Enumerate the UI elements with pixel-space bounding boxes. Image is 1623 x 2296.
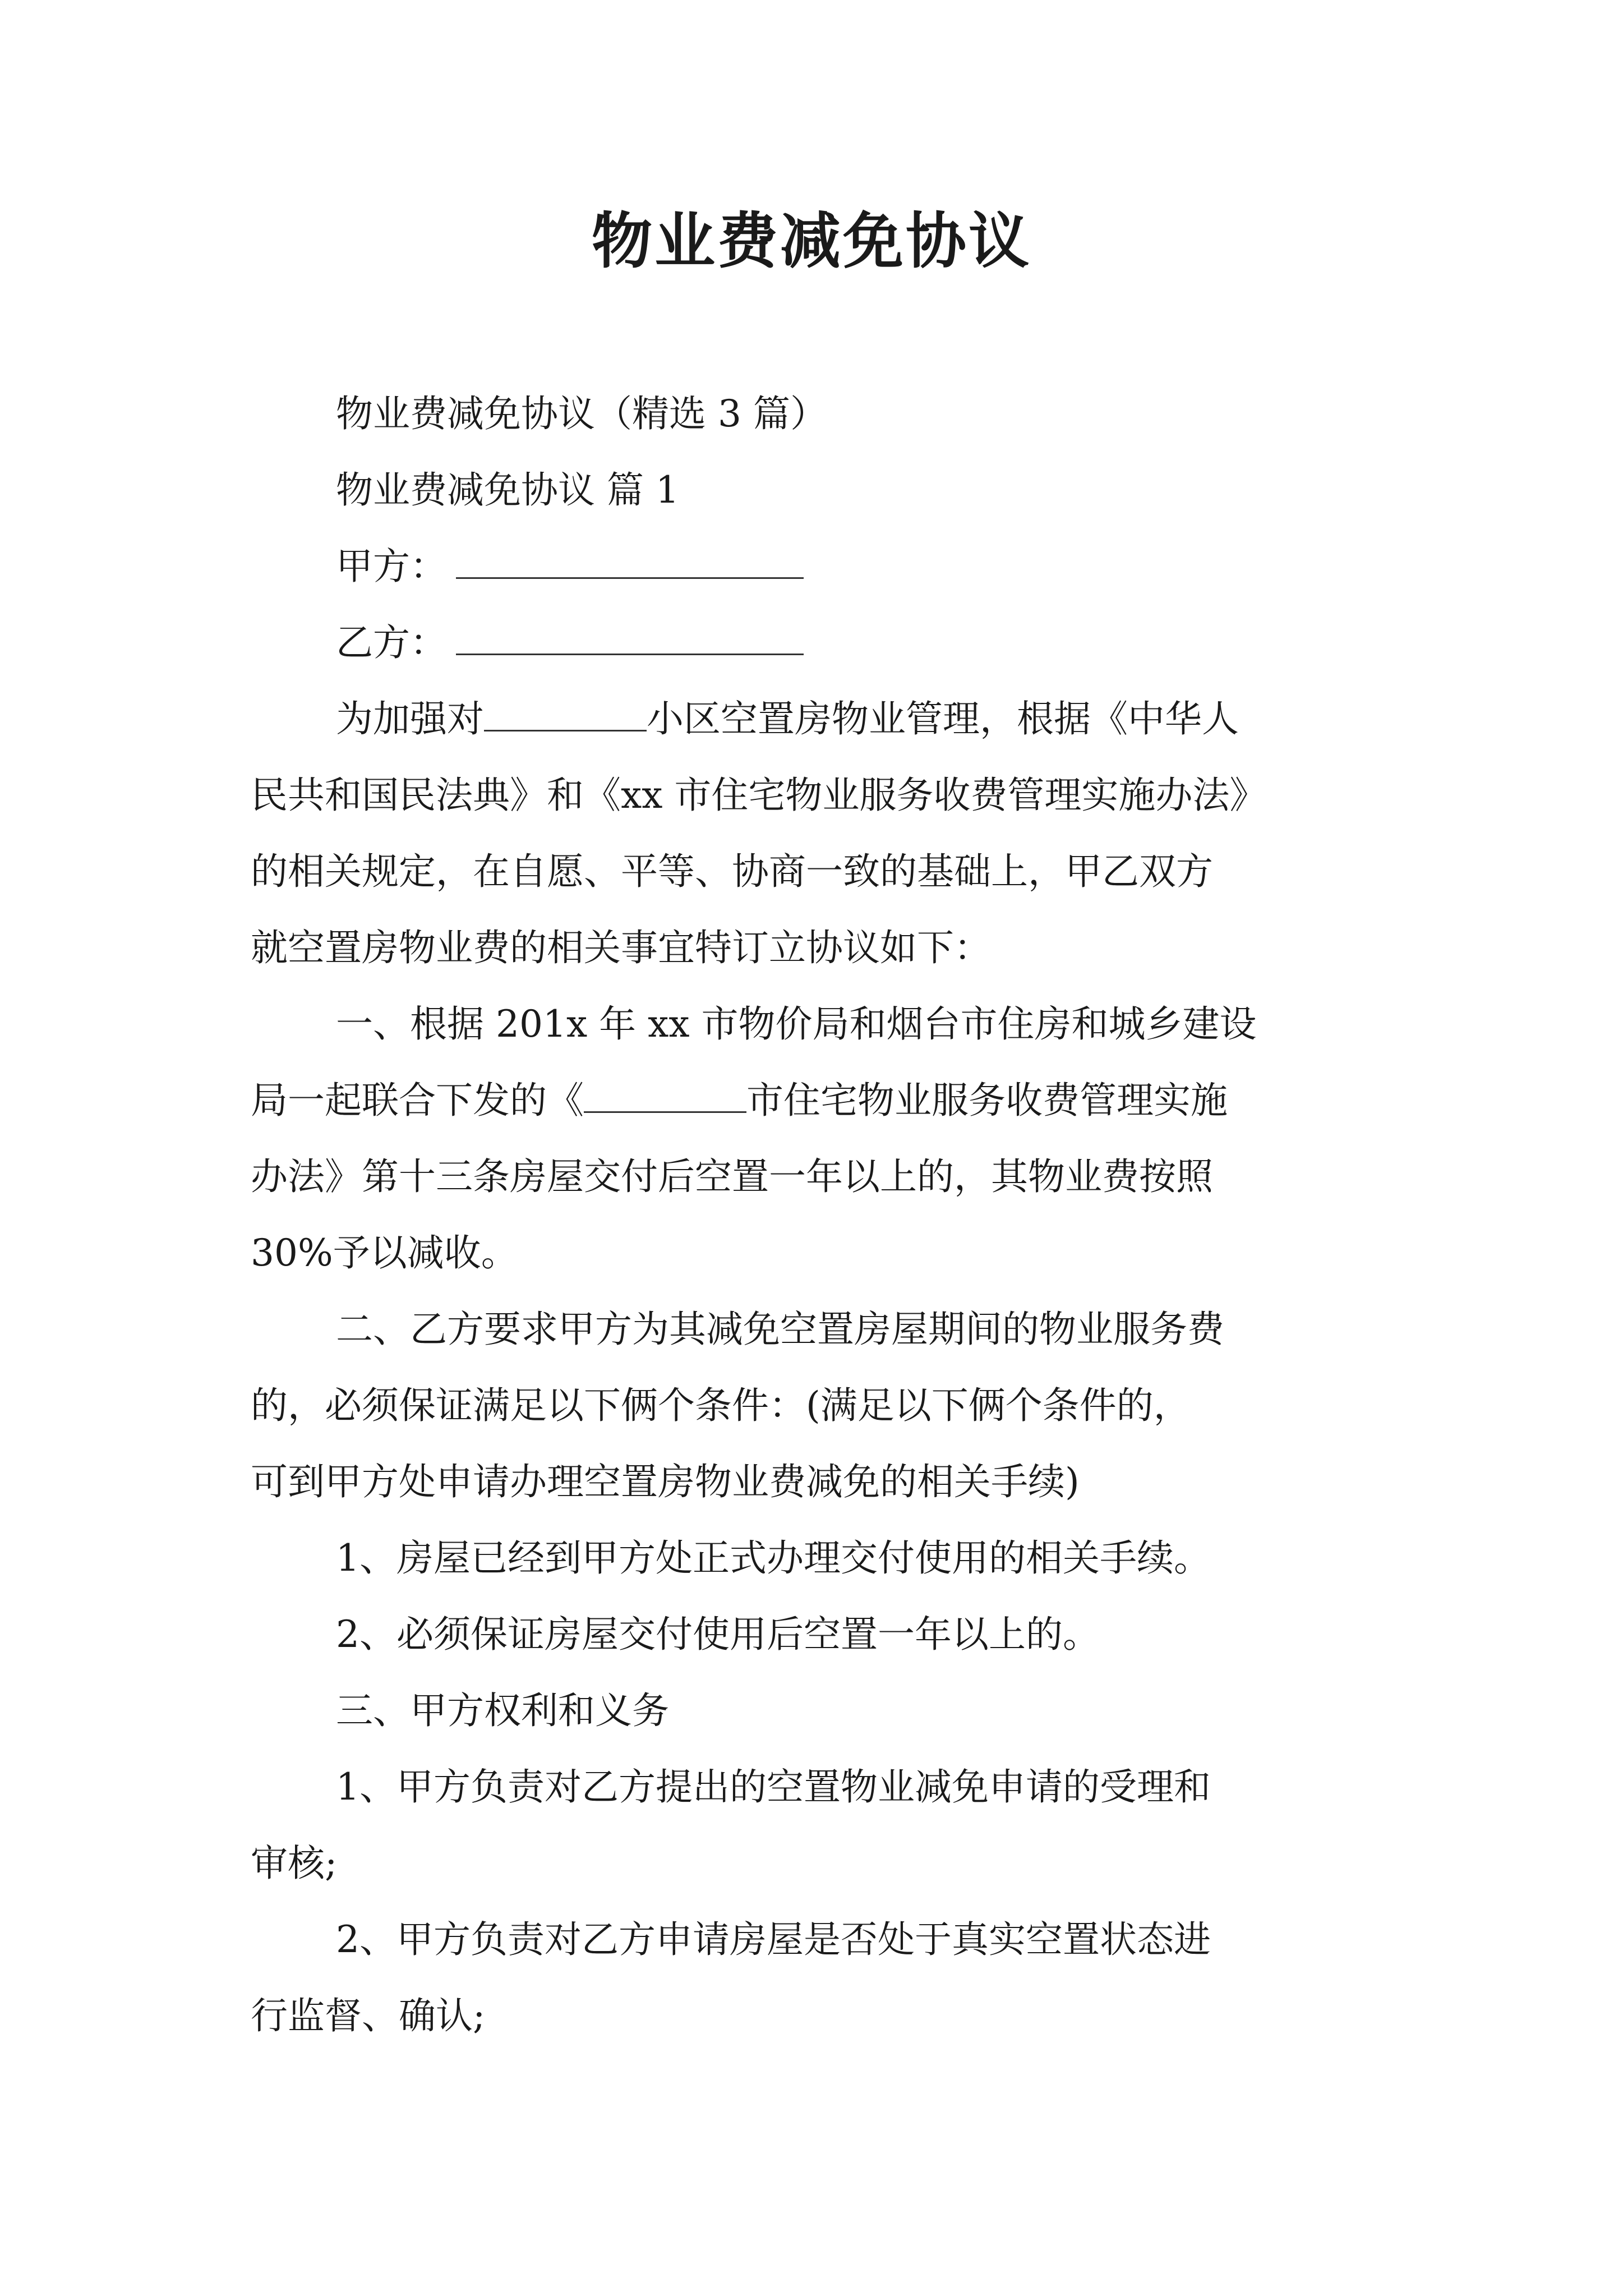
paragraph-line: 办法》第十三条房屋交付后空置一年以上的，其物业费按照: [251, 1155, 1213, 1198]
party-a-line: [251, 528, 1372, 605]
paragraph-line: 的，必须保证满足以下俩个条件：(满足以下俩个条件的，: [251, 1384, 1191, 1427]
list-item: 2、必须保证房屋交付使用后空置一年以上的。: [336, 1613, 1100, 1656]
paragraph-line: 30%予以减收。: [251, 1231, 518, 1274]
list-item: 2、甲方负责对乙方申请房屋是否处于真实空置状态进: [336, 1918, 1211, 1961]
paragraph-text: 市住宅物业服务收费管理实施: [746, 1079, 1228, 1122]
party-b-blank: [456, 620, 804, 655]
party-b-label: 乙方：: [336, 621, 447, 664]
list-item: 1、房屋已经到甲方处正式办理交付使用的相关手续。: [336, 1536, 1211, 1580]
paragraph-line: [251, 681, 1372, 757]
party-b-line: [251, 605, 1372, 681]
list-item: 1、甲方负责对乙方提出的空置物业减免申请的受理和: [336, 1765, 1211, 1809]
party-a-label: 甲方：: [336, 545, 447, 588]
document-title: 物业费减免协议: [591, 206, 1031, 277]
document-body: [251, 376, 1372, 2054]
community-name-blank: [484, 696, 647, 731]
paragraph-line: 审核;: [251, 1842, 338, 1885]
paragraph-line: 民共和国民法典》和《xx 市住宅物业服务收费管理实施办法》: [251, 774, 1267, 817]
city-name-blank: [584, 1078, 746, 1113]
paragraph-line: 可到甲方处申请办理空置房物业费减免的相关手续): [251, 1460, 1080, 1503]
paragraph-text: 小区空置房物业管理，根据《中华人: [647, 697, 1239, 740]
paragraph-line: 一、根据 201x 年 xx 市物价局和烟台市住房和城乡建设: [336, 1002, 1257, 1046]
subtitle-line: 物业费减免协议（精选 3 篇）: [336, 392, 827, 435]
paragraph-text: 为加强对: [336, 697, 484, 740]
paragraph-line: 就空置房物业费的相关事宜特订立协议如下：: [251, 926, 991, 969]
paragraph-line: 行监督、确认;: [251, 1994, 486, 2037]
paragraph-line: 的相关规定，在自愿、平等、协商一致的基础上，甲乙双方: [251, 850, 1213, 893]
section-heading: 三、甲方权利和义务: [336, 1689, 669, 1732]
paragraph-line: 二、乙方要求甲方为其减免空置房屋期间的物业服务费: [336, 1308, 1224, 1351]
party-a-blank: [456, 544, 804, 579]
paragraph-line: [251, 1062, 1372, 1139]
section-heading: 物业费减免协议 篇 1: [336, 468, 679, 512]
paragraph-text: 局一起联合下发的《: [251, 1079, 584, 1122]
